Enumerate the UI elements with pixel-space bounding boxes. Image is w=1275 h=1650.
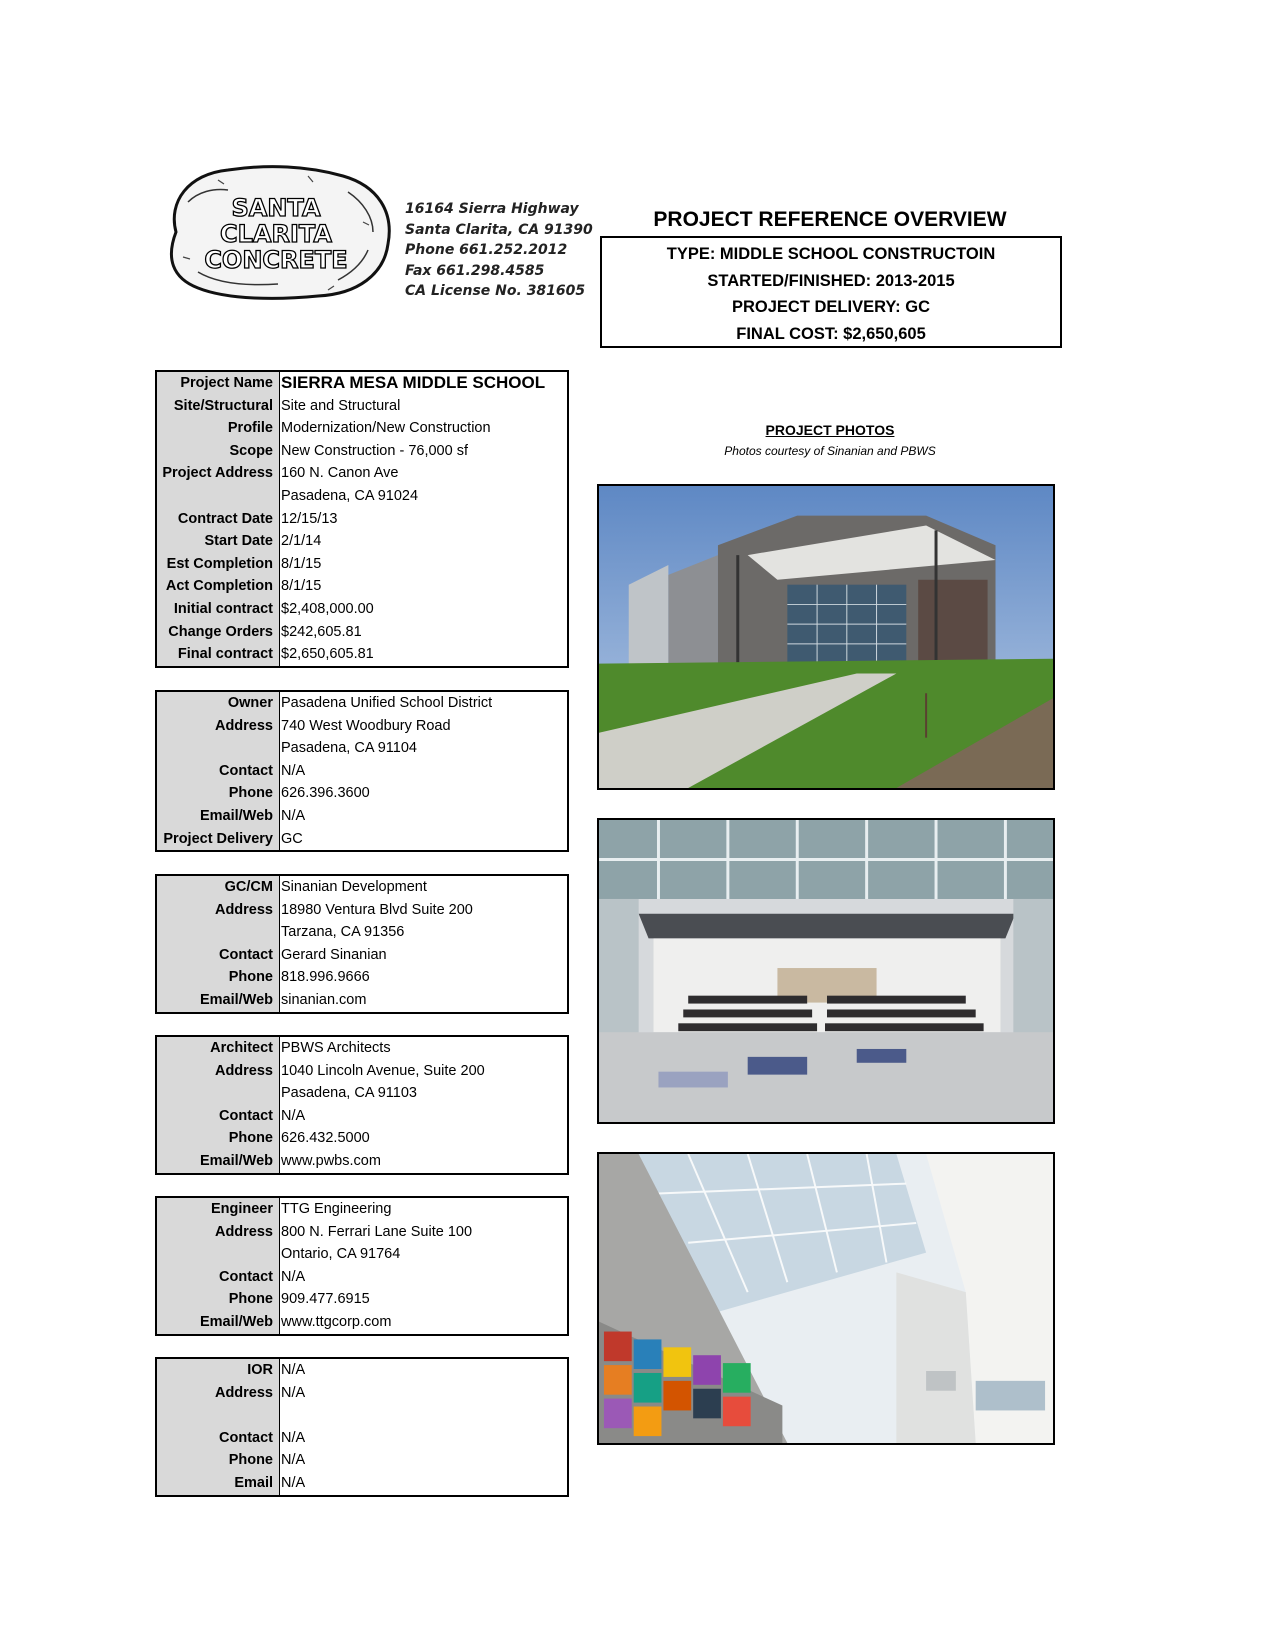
project-row-label: Contract Date bbox=[177, 510, 273, 527]
gc-row-label: Email/Web bbox=[199, 991, 273, 1008]
company-phone: Phone 661.252.2012 bbox=[405, 242, 568, 258]
gc-row-label: Contact bbox=[219, 946, 273, 963]
ior-row-label: Contact bbox=[219, 1429, 273, 1446]
architect-row bbox=[157, 1150, 567, 1173]
photo-interior-skylight bbox=[597, 1152, 1055, 1445]
engineer-info-table bbox=[155, 1196, 569, 1336]
ior-row bbox=[157, 1449, 567, 1472]
ior-row bbox=[157, 1359, 567, 1382]
company-fax: Fax 661.298.4585 bbox=[405, 262, 545, 279]
owner-row bbox=[157, 692, 567, 715]
architect-row-value: 1040 Lincoln Avenue, Suite 200 bbox=[281, 1062, 485, 1079]
engineer-row-label: Engineer bbox=[210, 1201, 273, 1217]
owner-row-label bbox=[157, 737, 277, 760]
ior-info-table bbox=[155, 1357, 569, 1497]
project-row-label: Scope bbox=[229, 442, 273, 459]
engineer-row bbox=[157, 1288, 567, 1311]
gc-row bbox=[157, 966, 567, 989]
logo-text-line-3: CONCRETE bbox=[204, 246, 348, 274]
project-row-value: New Construction - 76,000 sf bbox=[281, 442, 468, 459]
architect-row bbox=[157, 1105, 567, 1128]
owner-row-label: Contact bbox=[219, 762, 273, 779]
project-row bbox=[157, 440, 567, 463]
architect-row-value: www.pwbs.com bbox=[281, 1152, 381, 1169]
overview-started-finished: STARTED/FINISHED: 2013-2015 bbox=[707, 271, 955, 290]
overview-delivery: PROJECT DELIVERY: GC bbox=[731, 298, 931, 316]
engineer-row-value: 800 N. Ferrari Lane Suite 100 bbox=[281, 1223, 473, 1240]
architect-row-label: Address bbox=[214, 1062, 273, 1079]
project-row bbox=[157, 553, 567, 576]
ior-row-value: N/A bbox=[281, 1362, 306, 1378]
owner-row-label: Project Delivery bbox=[163, 830, 273, 847]
project-row bbox=[157, 621, 567, 644]
overview-final-cost: FINAL COST: $2,650,605 bbox=[736, 324, 926, 343]
owner-info-table bbox=[155, 690, 569, 852]
project-row-label: Site/Structural bbox=[173, 397, 273, 414]
engineer-row-label: Phone bbox=[228, 1291, 273, 1308]
project-row-label: Initial contract bbox=[173, 600, 273, 617]
company-license: CA License No. 381605 bbox=[405, 283, 586, 299]
architect-info-table bbox=[155, 1035, 569, 1175]
project-info-table bbox=[155, 370, 569, 668]
project-row bbox=[157, 598, 567, 621]
gc-row-value: 18980 Ventura Blvd Suite 200 bbox=[281, 901, 473, 918]
gc-row-value: 818.996.9666 bbox=[281, 969, 370, 986]
engineer-row-value: TTG Engineering bbox=[281, 1201, 392, 1217]
owner-row bbox=[157, 737, 567, 760]
company-logo bbox=[158, 162, 398, 302]
company-info bbox=[405, 199, 593, 302]
project-row-value: 8/1/15 bbox=[281, 555, 322, 572]
owner-row bbox=[157, 715, 567, 738]
ior-row-label bbox=[157, 1404, 277, 1427]
project-row-value: Pasadena, CA 91024 bbox=[281, 487, 419, 504]
architect-row bbox=[157, 1127, 567, 1150]
engineer-row-label: Address bbox=[214, 1223, 273, 1240]
architect-row-label: Email/Web bbox=[199, 1152, 273, 1169]
engineer-row-value: www.ttgcorp.com bbox=[281, 1313, 392, 1330]
ior-row bbox=[157, 1427, 567, 1450]
architect-row bbox=[157, 1060, 567, 1083]
project-row-value: $2,650,605.81 bbox=[281, 646, 374, 663]
overview-title: PROJECT REFERENCE OVERVIEW bbox=[653, 208, 1007, 231]
logo-text-line-2: CLARITA bbox=[220, 220, 332, 248]
ior-row bbox=[157, 1472, 567, 1495]
project-row bbox=[157, 417, 567, 440]
engineer-row-value: 909.477.6915 bbox=[281, 1291, 370, 1308]
project-row-label: Final contract bbox=[177, 646, 273, 663]
owner-row-value: N/A bbox=[281, 762, 306, 779]
architect-row-value: N/A bbox=[281, 1107, 306, 1124]
architect-row bbox=[157, 1082, 567, 1105]
architect-row-label: Architect bbox=[210, 1040, 273, 1056]
ior-row-value: N/A bbox=[281, 1429, 306, 1446]
gc-info-table bbox=[155, 874, 569, 1014]
owner-row-value: 740 West Woodbury Road bbox=[281, 717, 451, 734]
engineer-row bbox=[157, 1311, 567, 1334]
ior-row bbox=[157, 1404, 567, 1427]
project-row-value: 12/15/13 bbox=[281, 510, 338, 527]
gc-row-label: Phone bbox=[228, 969, 273, 986]
project-row bbox=[157, 575, 567, 598]
gc-row-label: Address bbox=[214, 901, 273, 918]
gc-row bbox=[157, 944, 567, 967]
project-row bbox=[157, 530, 567, 553]
project-row-label: Change Orders bbox=[168, 623, 273, 640]
project-row-value: 2/1/14 bbox=[281, 533, 322, 550]
architect-row bbox=[157, 1037, 567, 1060]
architect-row-value: PBWS Architects bbox=[281, 1040, 391, 1056]
owner-row-value: GC bbox=[281, 830, 303, 847]
owner-row-value: Pasadena, CA 91104 bbox=[281, 740, 417, 757]
engineer-row-label: Email/Web bbox=[199, 1313, 273, 1330]
engineer-row bbox=[157, 1221, 567, 1244]
project-row-label: Profile bbox=[227, 420, 273, 437]
engineer-row-label bbox=[157, 1243, 277, 1266]
logo-text-line-1: SANTA bbox=[231, 194, 321, 222]
photos-title: PROJECT PHOTOS bbox=[765, 422, 895, 438]
engineer-row bbox=[157, 1266, 567, 1289]
gc-row bbox=[157, 921, 567, 944]
owner-row-value: 626.396.3600 bbox=[281, 785, 370, 802]
project-row-value: $2,408,000.00 bbox=[281, 600, 374, 617]
engineer-row-label: Contact bbox=[219, 1268, 273, 1285]
architect-row-value: Pasadena, CA 91103 bbox=[281, 1085, 417, 1102]
owner-row-label: Email/Web bbox=[199, 807, 273, 824]
ior-row-value: N/A bbox=[281, 1384, 306, 1401]
gc-row-value: Gerard Sinanian bbox=[281, 946, 387, 963]
ior-row bbox=[157, 1382, 567, 1405]
gc-row-label: GC/CM bbox=[224, 879, 273, 895]
ior-row-label: Phone bbox=[228, 1452, 273, 1469]
project-row bbox=[157, 508, 567, 531]
overview-box bbox=[600, 236, 1062, 348]
project-row bbox=[157, 395, 567, 418]
architect-row-value: 626.432.5000 bbox=[281, 1130, 370, 1147]
owner-row-label: Owner bbox=[227, 695, 273, 711]
project-row-label: Project Name bbox=[180, 375, 273, 391]
engineer-row-value: Ontario, CA 91764 bbox=[281, 1246, 401, 1263]
photo-exterior bbox=[597, 484, 1055, 790]
project-row bbox=[157, 485, 567, 508]
owner-row-label: Phone bbox=[228, 785, 273, 802]
gc-row bbox=[157, 876, 567, 899]
company-address: 16164 Sierra Highway bbox=[405, 201, 579, 217]
owner-row bbox=[157, 805, 567, 828]
architect-row-label: Contact bbox=[219, 1107, 273, 1124]
project-row-label: Start Date bbox=[204, 533, 273, 550]
owner-row bbox=[157, 782, 567, 805]
project-row-value: 160 N. Canon Ave bbox=[281, 465, 399, 482]
photos-credit: Photos courtesy of Sinanian and PBWS bbox=[724, 444, 936, 458]
project-row-label bbox=[157, 485, 277, 508]
photo-multipurpose-room bbox=[597, 818, 1055, 1124]
gc-row bbox=[157, 989, 567, 1012]
company-city: Santa Clarita, CA 91390 bbox=[405, 221, 593, 238]
project-row-value: Site and Structural bbox=[281, 397, 401, 414]
engineer-row-value: N/A bbox=[281, 1268, 306, 1285]
gc-row-label bbox=[157, 921, 277, 944]
owner-row bbox=[157, 760, 567, 783]
gc-row-value: sinanian.com bbox=[281, 991, 367, 1008]
owner-row-value: Pasadena Unified School District bbox=[281, 695, 493, 711]
overview-type: TYPE: MIDDLE SCHOOL CONSTRUCTOIN bbox=[666, 245, 996, 263]
project-row-value: SIERRA MESA MIDDLE SCHOOL bbox=[281, 373, 546, 392]
project-row bbox=[157, 462, 567, 485]
engineer-row bbox=[157, 1243, 567, 1266]
project-row-value: $242,605.81 bbox=[281, 623, 362, 640]
ior-row-value bbox=[277, 1404, 281, 1427]
project-row-value: 8/1/15 bbox=[281, 578, 322, 595]
ior-row-value: N/A bbox=[281, 1452, 306, 1469]
owner-row-label: Address bbox=[214, 717, 273, 734]
engineer-row bbox=[157, 1198, 567, 1221]
architect-row-label bbox=[157, 1082, 277, 1105]
project-row-label: Project Address bbox=[162, 465, 273, 482]
project-row bbox=[157, 643, 567, 666]
ior-row-label: Address bbox=[214, 1384, 273, 1401]
ior-row-label: IOR bbox=[247, 1362, 273, 1378]
owner-row-value: N/A bbox=[281, 807, 306, 824]
project-row bbox=[157, 372, 567, 395]
architect-row-label: Phone bbox=[228, 1130, 273, 1147]
ior-row-value: N/A bbox=[281, 1474, 306, 1491]
project-row-label: Act Completion bbox=[165, 578, 273, 595]
gc-row bbox=[157, 899, 567, 922]
ior-row-label: Email bbox=[234, 1474, 273, 1491]
project-row-label: Est Completion bbox=[166, 555, 273, 572]
owner-row bbox=[157, 828, 567, 851]
gc-row-value: Tarzana, CA 91356 bbox=[281, 924, 405, 941]
gc-row-value: Sinanian Development bbox=[281, 879, 427, 895]
project-row-value: Modernization/New Construction bbox=[281, 420, 491, 437]
